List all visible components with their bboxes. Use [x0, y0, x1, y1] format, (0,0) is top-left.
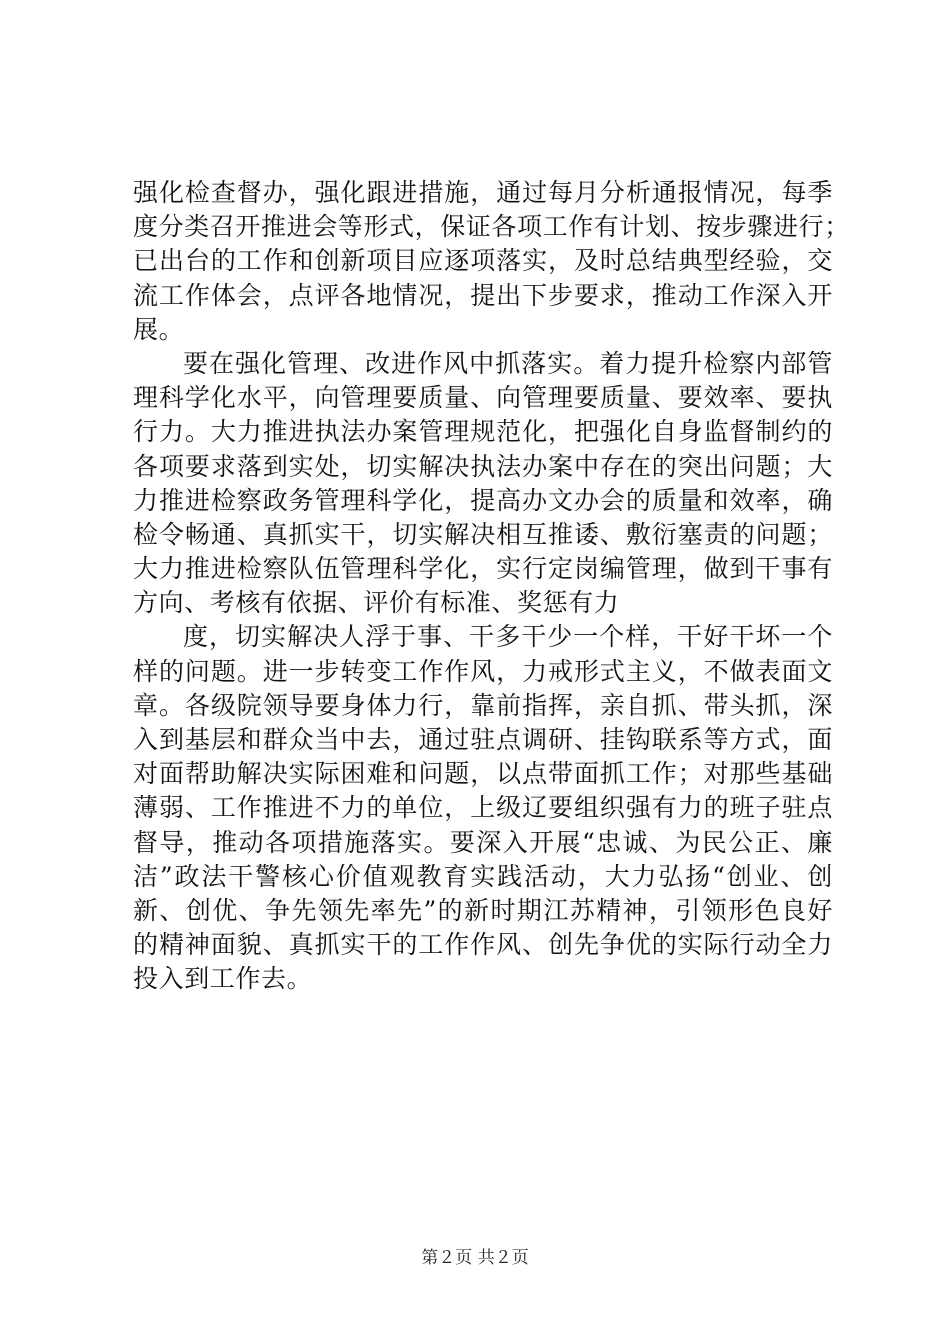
text-line: 检令畅通、真抓实干，切实解决相互推诿、敷衍塞责的问题； — [133, 519, 833, 549]
text-line: 已出台的工作和创新项目应逐项落实，及时总结典型经验，交 — [133, 246, 833, 276]
text-line: 展。 — [133, 314, 185, 344]
text-line: 督导，推动各项措施落实。要深入开展“忠诚、为民公正、廉 — [133, 827, 833, 857]
paragraph-start-line: 要在强化管理、改进作风中抓落实。着力提升检察内部管 — [183, 348, 833, 378]
text-line: 入到基层和群众当中去，通过驻点调研、挂钩联系等方式，面 — [133, 725, 833, 754]
text-line: 样的问题。进一步转变工作作风，力戒形式主义，不做表面文 — [133, 656, 833, 686]
text-line: 流工作体会，点评各地情况，提出下步要求，推动工作深入开 — [133, 280, 833, 310]
body-text — [133, 176, 850, 997]
text-line: 洁”政法干警核心价值观教育实践活动，大力弘扬“创业、创 — [133, 861, 833, 891]
text-line: 度分类召开推进会等形式，保证各项工作有计划、按步骤进行； — [133, 212, 850, 242]
text-line: 理科学化水平，向管理要质量、向管理要质量、要效率、要执 — [133, 383, 833, 413]
text-line: 投入到工作去。 — [133, 964, 313, 994]
paragraph-start-line: 度，切实解决人浮于事、干多干少一个样，干好干坏一个 — [183, 622, 833, 652]
text-line: 对面帮助解决实际困难和问题，以点带面抓工作；对那些基础 — [133, 759, 833, 789]
text-line: 的精神面貌、真抓实干的工作作风、创先争优的实际行动全力 — [133, 930, 833, 960]
text-line: 强化检查督办，强化跟进措施，通过每月分析通报情况，每季 — [133, 178, 833, 207]
text-line: 行力。大力推进执法办案管理规范化，把强化自身监督制约的 — [133, 417, 833, 447]
page-number-footer: 第２页 共２页 — [421, 1248, 529, 1268]
text-line: 薄弱、工作推进不力的单位，上级辽要组织强有力的班子驻点 — [133, 793, 833, 823]
text-line: 力推进检察政务管理科学化，提高办文办会的质量和效率，确 — [133, 485, 833, 515]
text-line: 各项要求落到实处，切实解决执法办案中存在的突出问题；大 — [133, 451, 833, 481]
text-line: 新、创优、争先领先率先”的新时期江苏精神，引领形色良好 — [133, 895, 833, 925]
text-line: 方向、考核有依据、评价有标准、奖惩有力 — [133, 588, 620, 618]
text-line: 大力推进检察队伍管理科学化，实行定岗编管理，做到干事有 — [133, 554, 833, 584]
text-line: 章。各级院领导要身体力行，靠前指挥，亲自抓、带头抓，深 — [133, 690, 833, 720]
